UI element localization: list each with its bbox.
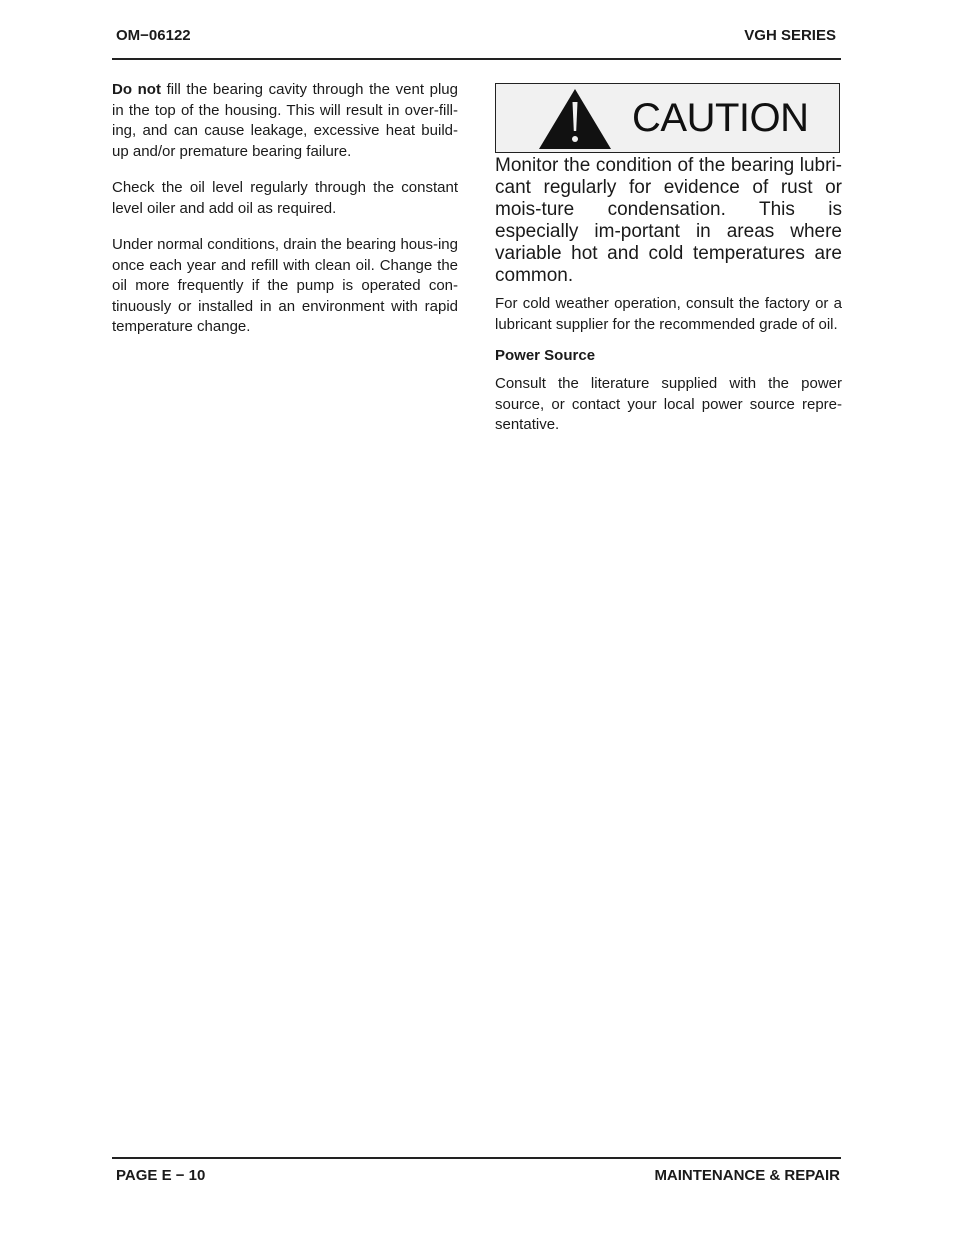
do-not-emphasis: Do not <box>112 81 161 98</box>
caution-label: CAUTION <box>632 96 809 140</box>
left-column <box>112 80 458 354</box>
paragraph-drain-housing: Under normal conditions, drain the bearing hous-ing once each year and refill with clean oil. Change the oil more frequently if the pump is operated con-tinuously or installed in an environment with rapid temperature change. <box>112 236 458 335</box>
doc-number: OM−06122 <box>116 27 191 44</box>
paragraph-power-source: Consult the literature supplied with the power source, or contact your local power source repre-sentative. <box>495 375 842 433</box>
page-number: PAGE E − 10 <box>116 1167 206 1184</box>
header-rule <box>112 58 841 60</box>
paragraph-oil-level: Check the oil level regularly through the constant level oiler and add oil as required. <box>112 179 458 217</box>
paragraph-fill-warning <box>112 80 458 162</box>
section-title: MAINTENANCE & REPAIR <box>654 1167 840 1184</box>
right-column <box>495 83 842 448</box>
paragraph-fill-warning-text: fill the bearing cavity through the vent plug in the top of the housing. This will result in over-fill-ing, and can cause leakage, excessive heat build-up and/or premature bearing failure. <box>112 81 458 160</box>
caution-box <box>495 83 840 153</box>
warning-triangle-icon <box>538 88 612 150</box>
section-heading-power-source: Power Source <box>495 347 596 364</box>
paragraph-cold-weather: For cold weather operation, consult the factory or a lubricant supplier for the recommended grade of oil. <box>495 295 842 333</box>
footer-rule <box>112 1157 841 1159</box>
series-title: VGH SERIES <box>744 27 836 44</box>
caution-message: Monitor the condition of the bearing lubri-cant regularly for evidence of rust or mois-ture condensation. This is especially im-portant in areas where variable hot and cold temperatures are common. <box>495 155 842 286</box>
